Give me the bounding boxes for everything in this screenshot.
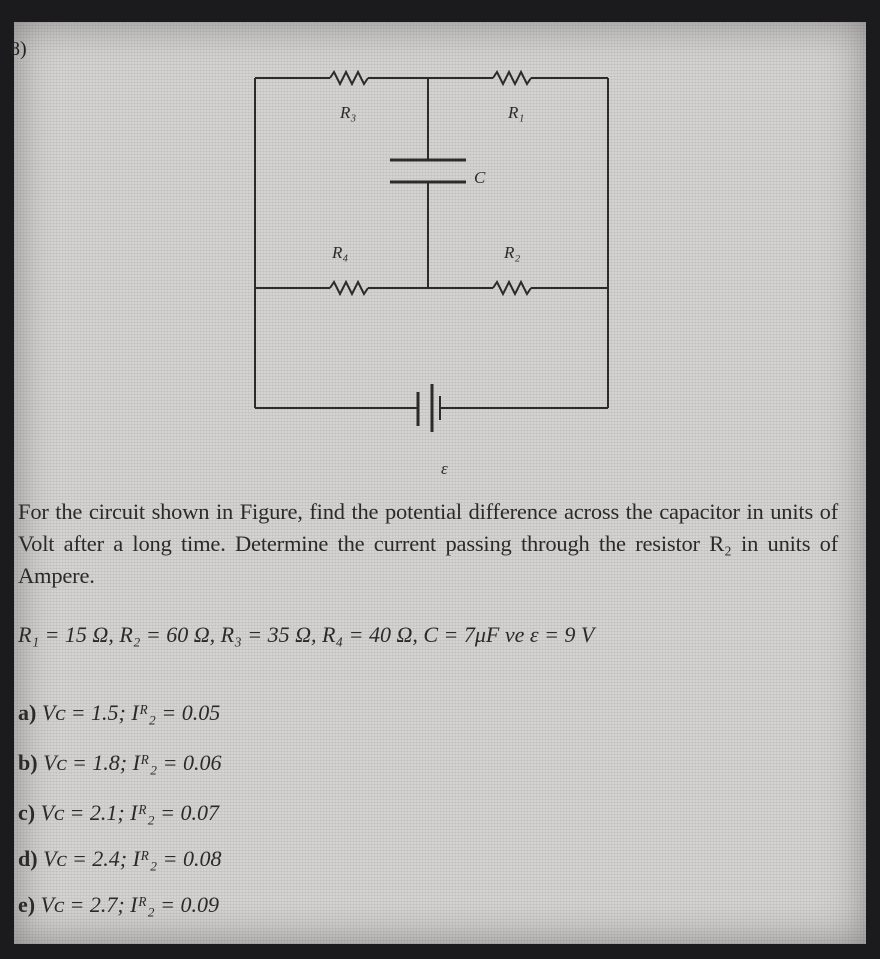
label-c: C [474,168,486,187]
label-r1: R₁ [508,103,525,122]
option-c[interactable] [18,800,219,826]
resistor-r2 [493,282,531,294]
option-e-label: e) [18,892,36,917]
option-c-text: Vᴄ = 2.1; Iᴿ₂ = 0.07 [40,800,220,825]
option-b-text: Vᴄ = 1.8; Iᴿ₂ = 0.06 [43,750,222,775]
option-e-text: Vᴄ = 2.7; Iᴿ₂ = 0.09 [40,892,220,917]
option-d-text: Vᴄ = 2.4; Iᴿ₂ = 0.08 [43,846,222,871]
resistor-r1 [493,72,531,84]
option-b-label: b) [18,750,38,775]
option-c-label: c) [18,800,36,825]
option-b[interactable] [18,750,222,776]
option-a[interactable] [18,700,220,726]
label-emf: ε [441,459,448,478]
option-d[interactable] [18,846,222,872]
option-e[interactable] [18,892,219,918]
resistor-r3 [330,72,368,84]
given-values: R₁ = 15 Ω, R₂ = 60 Ω, R₃ = 35 Ω, R₄ = 40 Ω, C = 7μF ve ε = 9 V [18,622,595,647]
question-number: 8) [10,38,27,60]
resistor-r4 [330,282,368,294]
label-r3: R₃ [340,103,357,122]
option-d-label: d) [18,846,38,871]
option-a-text: Vᴄ = 1.5; Iᴿ₂ = 0.05 [41,700,221,725]
label-r2: R₂ [504,243,521,262]
label-r4: R₄ [332,243,349,262]
option-a-label: a) [18,700,37,725]
problem-statement: For the circuit shown in Figure, find the potential difference across the capacitor in units of Volt after a long time. Determine the current passing through the resistor R₂ in units of Ampere. [18,499,838,588]
